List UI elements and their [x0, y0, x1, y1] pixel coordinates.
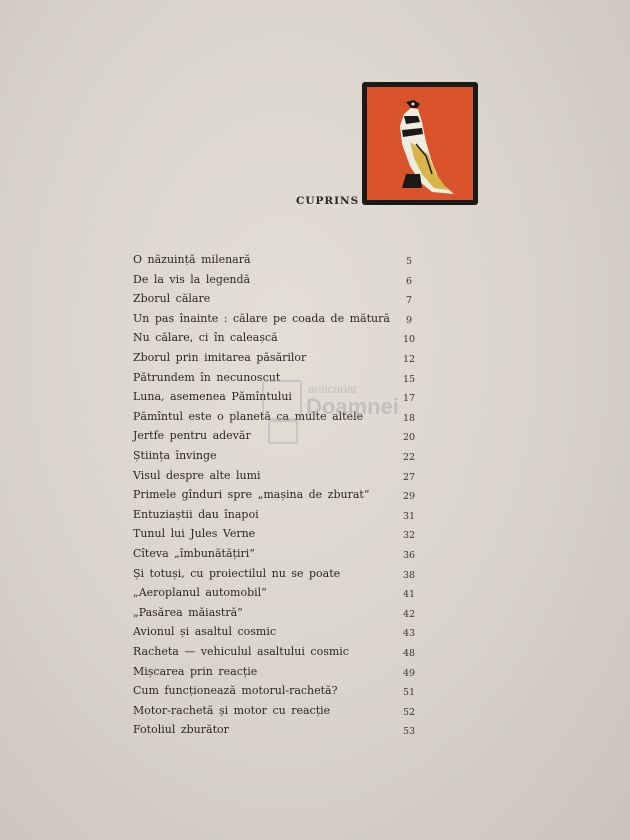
toc-entry [133, 683, 423, 699]
toc-entry [133, 311, 423, 327]
toc-entry-page: 12 [402, 354, 416, 365]
toc-entry-page: 51 [402, 687, 416, 699]
toc-entry [133, 272, 423, 288]
toc-entry-title: Mișcarea prin reacție [133, 664, 258, 678]
toc-entry-title: Pătrundem în necunoscut [133, 370, 281, 384]
toc-entry [133, 291, 423, 307]
toc-entry-title: Fotoliul zburător [133, 723, 229, 737]
watermark-line1: anticariat [308, 382, 357, 396]
toc-entry [133, 605, 423, 621]
toc-entry [133, 350, 423, 366]
toc-entry [133, 703, 423, 719]
toc-entry-title: Tunul lui Jules Verne [133, 527, 256, 541]
toc-entry-page: 10 [402, 334, 416, 346]
toc-entry [133, 566, 423, 582]
toc-entry-title: Zborul prin imitarea păsărilor [133, 351, 307, 364]
toc-entry-page: 29 [402, 491, 416, 503]
toc-entry-page: 36 [402, 550, 416, 561]
toc-entry-page: 27 [402, 471, 416, 483]
toc-entry-title: Știința învinge [133, 449, 217, 462]
toc-entry [133, 468, 423, 484]
toc-entry-page: 31 [402, 510, 416, 522]
toc-entry-page: 5 [405, 256, 413, 267]
toc-entry [133, 722, 423, 738]
toc-entry-title: Cîteva „îmbunătățiri“ [133, 547, 255, 560]
toc-entry-title: Luna, asemenea Pămîntului [133, 390, 292, 404]
toc-entry [133, 526, 423, 542]
toc-entry-title: Racheta — vehiculul asaltului cosmic [133, 645, 349, 658]
toc-entry-title: Pămîntul este o planetă ca multe altele [133, 409, 364, 423]
toc-entry-title: Avionul și asaltul cosmic [133, 625, 277, 639]
toc-entry-title: Entuziaștii dau înapoi [133, 507, 259, 521]
toc-entry [133, 664, 423, 680]
toc-entry [133, 252, 423, 268]
toc-entry-title: Zborul călare [133, 292, 211, 306]
toc-entry [133, 585, 423, 601]
toc-heading: CUPRINS [296, 195, 360, 207]
watermark-line2: Doamnei [306, 394, 399, 419]
toc-entry-title: De la vis la legendă [133, 272, 251, 286]
toc-entry [133, 448, 423, 464]
toc-entry-title: Jertfe pentru adevăr [133, 429, 251, 443]
toc-entry-title: „Aeroplanul automobil“ [133, 586, 267, 600]
toc-entry-page: 7 [405, 295, 413, 307]
toc-entry-page: 17 [402, 393, 416, 405]
toc-entry-page: 38 [402, 569, 416, 581]
toc-entry-title: „Pasărea măiastră“ [133, 605, 243, 619]
toc-entry-page: 9 [405, 314, 413, 326]
toc-entry-page: 18 [402, 412, 416, 424]
toc-entry-page: 41 [402, 589, 416, 601]
toc-entry-page: 15 [402, 373, 416, 385]
toc-entry-page: 20 [402, 432, 416, 444]
toc-entry [133, 330, 423, 346]
toc-entry [133, 624, 423, 640]
toc-entry [133, 507, 423, 523]
toc-entry-page: 48 [402, 648, 416, 659]
toc-entry-page: 22 [402, 452, 416, 463]
toc-entry-title: O năzuință milenară [133, 253, 251, 266]
toc-entry-page: 52 [402, 706, 416, 718]
toc-entry-title: Nu călare, ci în caleașcă [133, 331, 278, 345]
toc-entry-title: Și totuși, cu proiectilul nu se poate [133, 566, 341, 580]
toc-entry-title: Motor-rachetă și motor cu reacție [133, 703, 331, 717]
toc-entry [133, 409, 423, 425]
toc-entry [133, 428, 423, 444]
toc-entry-title: Cum funcționează motorul-rachetă? [133, 684, 338, 698]
toc-entry-title: Visul despre alte lumi [133, 468, 261, 482]
toc-entry-page: 49 [402, 667, 416, 679]
toc-entry [133, 389, 423, 405]
toc-entry-title: Primele gînduri spre „mașina de zburat“ [133, 488, 370, 502]
toc-entry-page: 43 [402, 628, 416, 640]
toc-entry-page: 32 [402, 530, 416, 542]
toc-entry [133, 487, 423, 503]
toc-entry [133, 370, 423, 386]
toc-entry [133, 546, 423, 562]
toc-entry [133, 644, 423, 660]
toc-entry-title: Un pas înainte : călare pe coada de mătură [133, 311, 390, 325]
toc-entry-page: 42 [402, 608, 416, 620]
toc-entry-page: 6 [405, 275, 413, 287]
toc-entry-page: 53 [402, 726, 416, 738]
